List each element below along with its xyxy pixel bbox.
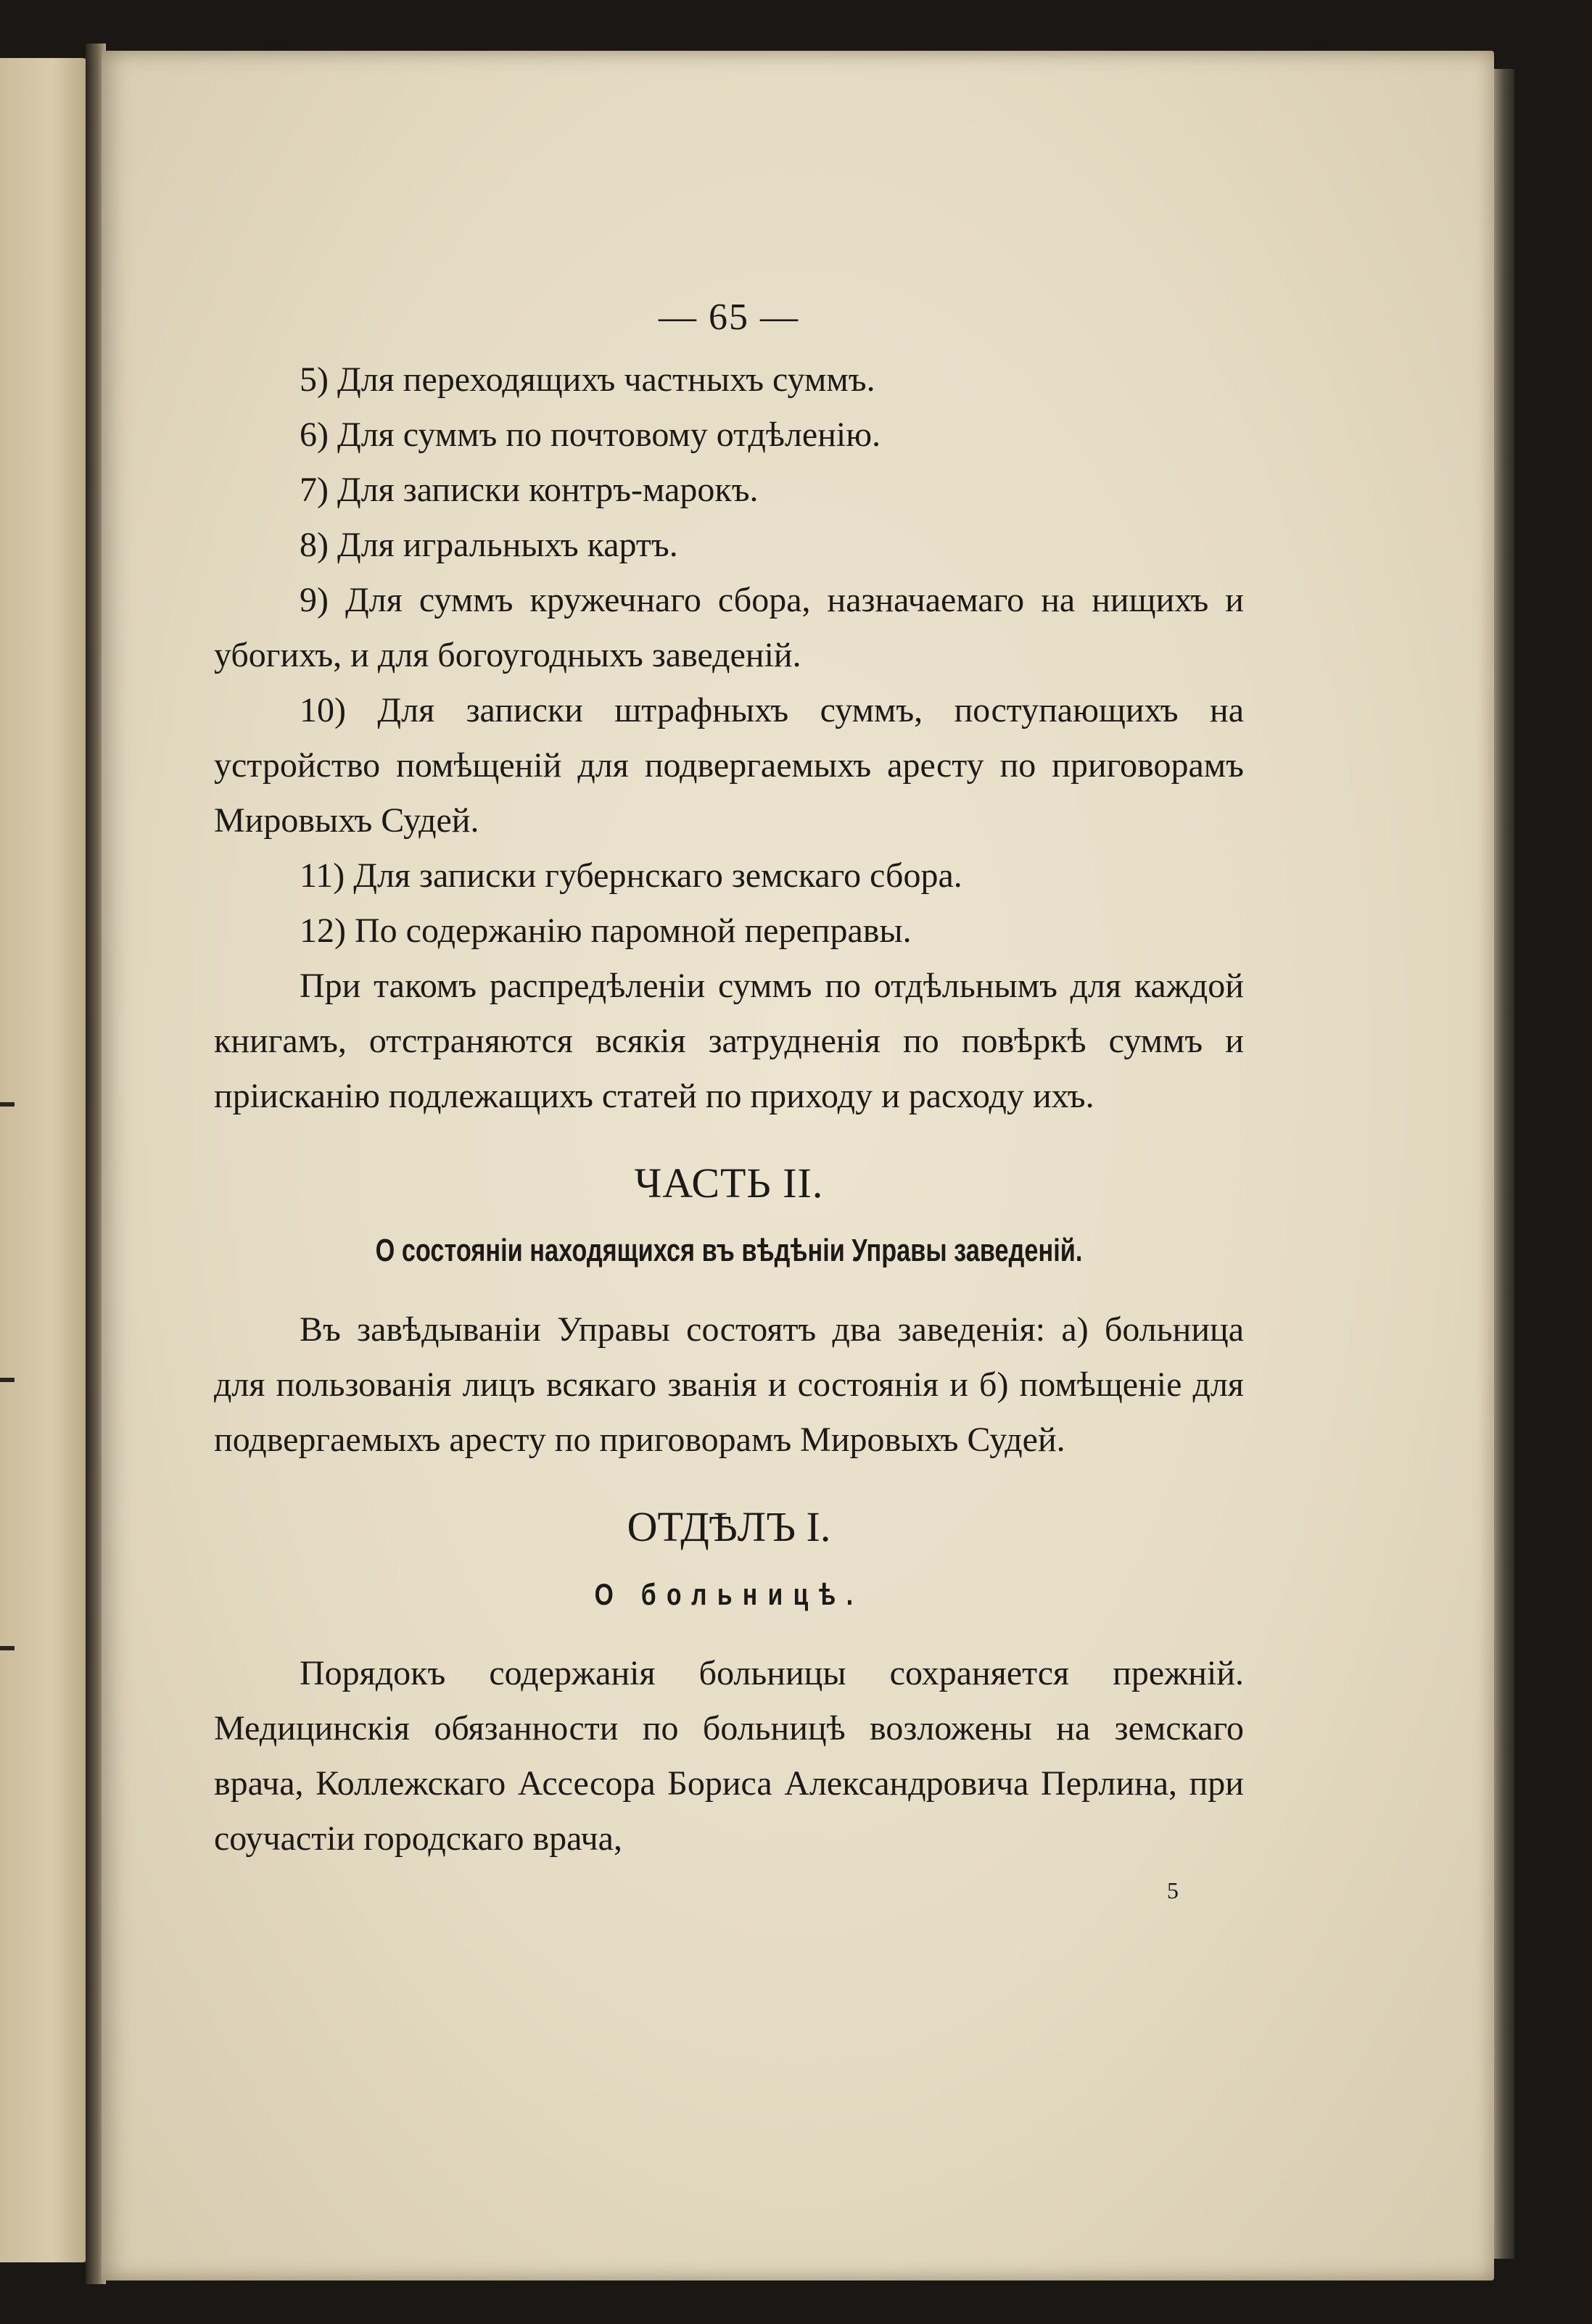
signature-mark: 5: [1167, 1877, 1179, 1903]
list-item: 10) Для записки штрафныхъ суммъ, поступающихъ на устройство помѣщеній для подвергаемыхъ аресту по приговорамъ Мировыхъ Судей.: [214, 691, 1244, 840]
list-item: 12) По содержанію паромной переправы.: [300, 911, 912, 950]
list-item: 9) Для суммъ кружечнаго сбора, назначаемаго на нищихъ и убогихъ, и для богоугодныхъ заведеній.: [214, 581, 1244, 674]
part-subheading: О состояніи находящихся въ вѣдѣніи Управы заведеній.: [375, 1233, 1083, 1268]
body-paragraph: Въ завѣдываніи Управы состоятъ два заведенія: а) больница для пользованія лицъ всякаго званія и состоянія и б) помѣщеніе для подвергаемыхъ аресту по приговорамъ Мировыхъ Судей.: [214, 1310, 1244, 1459]
page-stack-edge: [1494, 69, 1514, 2259]
list-item: 5) Для переходящихъ частныхъ суммъ.: [300, 360, 875, 399]
list-item: 11) Для записки губернскаго земскаго сбора.: [300, 856, 962, 895]
part-heading: ЧАСТЬ II.: [634, 1159, 824, 1207]
facing-page-edge: [0, 58, 87, 2262]
list-item: 8) Для игральныхъ картъ.: [300, 526, 678, 564]
facing-page-print-mark: [0, 1646, 15, 1650]
facing-page-print-mark: [0, 1102, 15, 1107]
list-item: 7) Для записки контръ-марокъ.: [300, 471, 759, 509]
body-paragraph: При такомъ распредѣленіи суммъ по отдѣльнымъ для каждой книгамъ, отстраняются всякія затрудненія по повѣркѣ суммъ и пріисканію подлежащихъ статей по приходу и расходу ихъ.: [214, 967, 1244, 1115]
body-paragraph: Порядокъ содержанія больницы сохраняется прежній. Медицинскія обязанности по больницѣ возложены на земскаго врача, Коллежскаго Ассесора Бориса Александровича Перлина, при соучастіи городскаго врача,: [214, 1654, 1244, 1858]
page-text-block: [214, 290, 1244, 1907]
facing-page-print-mark: [0, 1378, 15, 1382]
section-heading: ОТДѢЛЪ I.: [627, 1503, 831, 1550]
page-number: — 65 —: [659, 297, 799, 338]
section-subheading: О больницѣ.: [594, 1577, 864, 1611]
list-item: 6) Для суммъ по почтовому отдѣленію.: [300, 415, 881, 454]
